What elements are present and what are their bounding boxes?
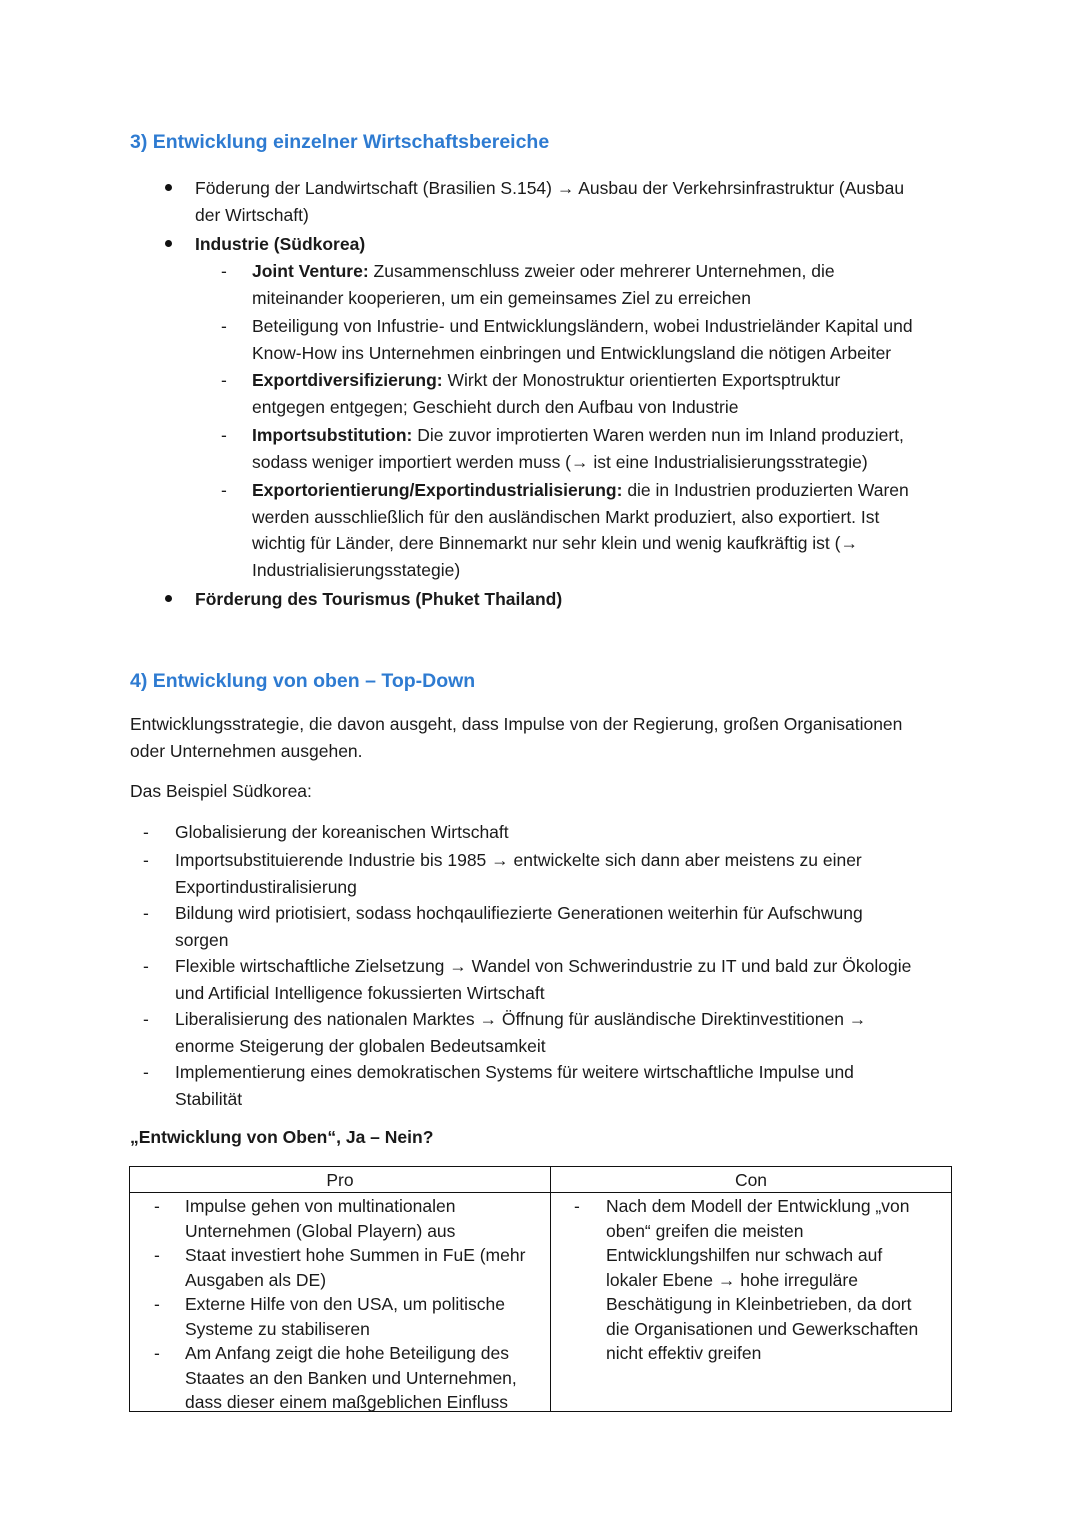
dash-marker: - <box>221 370 227 390</box>
text-line: Ausgaben als DE) <box>185 1269 327 1290</box>
bullet-tourism-title: Förderung des Tourismus (Phuket Thailand) <box>195 589 563 609</box>
text-line: Systeme zu stabiliseren <box>185 1318 370 1339</box>
dash-marker: - <box>143 1062 149 1082</box>
dash-marker: - <box>143 850 149 870</box>
pro-con-table <box>129 1166 952 1412</box>
text-line: die Organisationen und Gewerkschaften <box>606 1318 919 1339</box>
list-item <box>175 900 965 953</box>
dash-marker: - <box>154 1343 160 1363</box>
text-line: enorme Steigerung der globalen Bedeutsamkeit <box>175 1035 546 1056</box>
dash-marker: - <box>154 1196 160 1216</box>
text-line: Entwicklungsstrategie, die davon ausgeht, dass Impulse von der Regierung, großen Organisationen <box>130 714 903 734</box>
sub-item-export-diversification <box>252 367 972 420</box>
bullet-industry-title: Industrie (Südkorea) <box>195 234 366 254</box>
dash-marker: - <box>574 1196 580 1216</box>
text-line: Am Anfang zeigt die hohe Beteiligung des <box>185 1343 509 1363</box>
bullet-agriculture <box>195 175 975 228</box>
sub-item-import-substitution <box>252 422 972 475</box>
bullet-dot <box>165 595 172 602</box>
term-label: Exportorientierung/Exportindustrialisierung: <box>252 480 623 500</box>
text-line: lokaler Ebene → hohe irreguläre <box>606 1269 858 1290</box>
text-line: dass dieser einem maßgeblichen Einfluss <box>185 1392 508 1412</box>
text-line: Unternehmen (Global Playern) aus <box>185 1220 456 1241</box>
dash-marker: - <box>221 480 227 500</box>
pro-con-question: „Entwicklung von Oben“, Ja – Nein? <box>130 1127 434 1147</box>
table-header-divider <box>130 1192 951 1193</box>
text-line: Entwicklungshilfen nur schwach auf <box>606 1245 883 1265</box>
dash-marker: - <box>221 261 227 281</box>
dash-marker: - <box>221 425 227 445</box>
list-item <box>175 847 965 900</box>
dash-marker: - <box>143 822 149 842</box>
text-line: Zusammenschluss zweier oder mehrerer Unternehmen, die <box>368 261 835 281</box>
bullet-dot <box>165 184 172 191</box>
section-4-heading: 4) Entwicklung von oben – Top-Down <box>130 670 476 692</box>
list-item <box>175 1006 965 1059</box>
sub-item-export-orientation <box>252 477 972 583</box>
text-line: Wirkt der Monostruktur orientierten Exportsptruktur <box>442 370 841 390</box>
table-column-divider <box>550 1167 551 1411</box>
text-line: und Artificial Intelligence fokussierten Wirtschaft <box>175 982 545 1003</box>
list-item <box>175 1059 965 1112</box>
text-line: Exportindustiralisierung <box>175 876 357 897</box>
list-item <box>175 953 965 1006</box>
text-line: oben“ greifen die meisten <box>606 1220 804 1241</box>
text-line: oder Unternehmen ausgehen. <box>130 740 363 761</box>
sub-item-joint-venture <box>252 258 972 311</box>
text-line: Flexible wirtschaftliche Zielsetzung → Wandel von Schwerindustrie zu IT und bald zur Ökologie <box>175 956 912 976</box>
text-line: Bildung wird priotisiert, sodass hochqaulifiezierte Generationen weiterhin für Aufschwung <box>175 903 863 923</box>
text-line: Föderung der Landwirtschaft (Brasilien S.154) → Ausbau der Verkehrsinfrastruktur (Ausbau <box>195 178 905 198</box>
text-line: miteinander kooperieren, um ein gemeinsames Ziel zu erreichen <box>252 287 751 308</box>
term-label: Joint Venture: <box>252 261 369 281</box>
text-line: Beteiligung von Infustrie- und Entwicklungsländern, wobei Industrieländer Kapital und <box>252 316 913 336</box>
dash-marker: - <box>143 956 149 976</box>
dash-marker: - <box>154 1245 160 1265</box>
text-line: Know-How ins Unternehmen einbringen und Entwicklungsland die nötigen Arbeiter <box>252 342 892 363</box>
bullet-dot <box>165 240 172 247</box>
term-label: Exportdiversifizierung: <box>252 370 443 390</box>
section-3-heading: 3) Entwicklung einzelner Wirtschaftsbereiche <box>130 131 550 153</box>
pro-item <box>185 1341 547 1415</box>
con-item <box>606 1194 946 1366</box>
text-line: Staates an den Banken und Unternehmen, <box>185 1367 517 1388</box>
dash-marker: - <box>143 903 149 923</box>
text-line: Beschätigung in Kleinbetrieben, da dort <box>606 1294 912 1314</box>
text-line: sorgen <box>175 929 229 950</box>
text-line: entgegen entgegen; Geschieht durch den Aufbau von Industrie <box>252 396 739 417</box>
text-line: Industrialisierungsstategie) <box>252 559 461 580</box>
text-line: der Wirtschaft) <box>195 204 309 225</box>
text-line: Impulse gehen von multinationalen <box>185 1196 456 1216</box>
text-line: Staat investiert hohe Summen in FuE (mehr <box>185 1245 526 1265</box>
example-label: Das Beispiel Südkorea: <box>130 781 312 801</box>
term-label: Importsubstitution: <box>252 425 413 445</box>
text-line: die in Industrien produzierten Waren <box>622 480 909 500</box>
list-item <box>175 819 965 846</box>
pro-column-header: Pro <box>326 1170 354 1190</box>
text-line: Importsubstituierende Industrie bis 1985 → entwickelte sich dann aber meistens zu einer <box>175 850 862 870</box>
text-line: sodass weniger importiert werden muss (→ ist eine Industrialisierungsstrategie) <box>252 451 868 472</box>
dash-marker: - <box>221 316 227 336</box>
intro-paragraph <box>130 711 950 764</box>
text-line: Stabilität <box>175 1088 243 1109</box>
pro-item <box>185 1292 547 1341</box>
text-line: Liberalisierung des nationalen Marktes → Öffnung für ausländische Direktinvestitionen → <box>175 1009 867 1029</box>
dash-marker: - <box>154 1294 160 1314</box>
sub-item-participation <box>252 313 972 366</box>
dash-marker: - <box>143 1009 149 1029</box>
text-line: Implementierung eines demokratischen Systems für weitere wirtschaftliche Impulse und <box>175 1062 854 1082</box>
text-line: werden ausschließlich für den ausländischen Markt produziert, also exportiert. Ist <box>252 506 880 527</box>
text-line: Globalisierung der koreanischen Wirtschaft <box>175 822 509 842</box>
con-column-header: Con <box>734 1170 768 1190</box>
text-line: Die zuvor improtierten Waren werden nun im Inland produziert, <box>412 425 904 445</box>
text-line: nicht effektiv greifen <box>606 1343 762 1363</box>
text-line: Nach dem Modell der Entwicklung „von <box>606 1196 910 1216</box>
pro-item <box>185 1194 547 1243</box>
text-line: wichtig für Länder, dere Binnemarkt nur sehr klein und wenig kaufkräftig ist (→ <box>252 533 858 553</box>
text-line: Externe Hilfe von den USA, um politische <box>185 1294 506 1314</box>
pro-item <box>185 1243 547 1292</box>
